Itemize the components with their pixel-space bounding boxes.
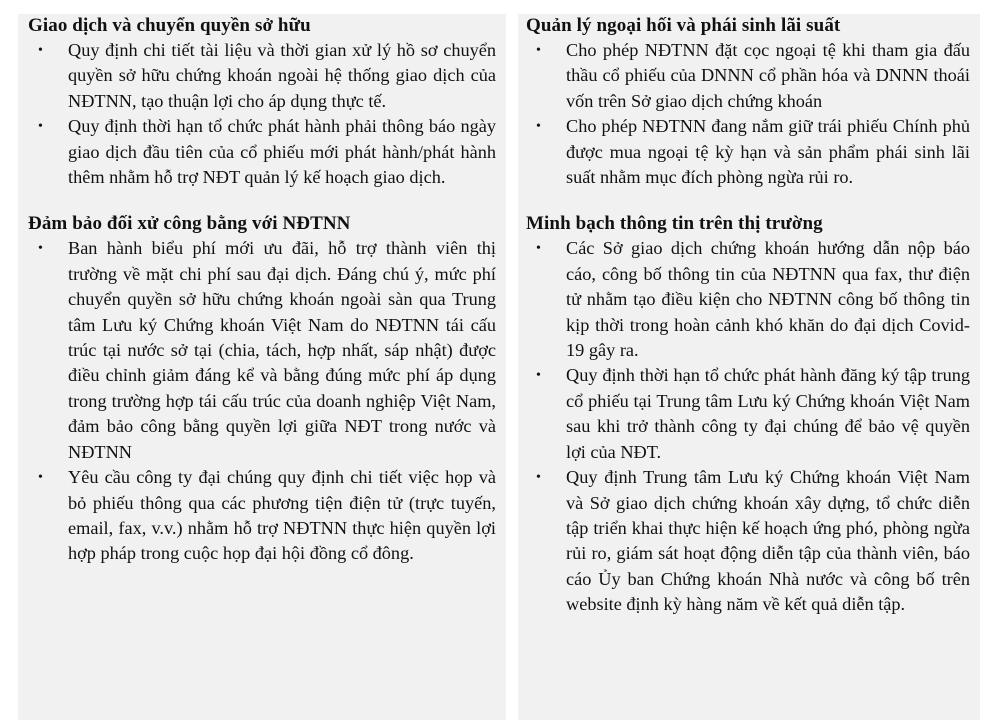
section-title: Giao dịch và chuyển quyền sở hữu [28,15,311,36]
bullet-list [526,236,970,617]
list-item-text: Cho phép NĐTNN đang nắm giữ trái phiếu Chính phủ được mua ngoại tệ kỳ hạn và sản phẩm phái sinh lãi suất nhằm mục đích phòng ngừa rủi ro. [566,116,970,188]
list-item-text: Các Sở giao dịch chứng khoán hướng dẫn nộp báo cáo, công bố thông tin của NĐTNN qua fax, thư điện tử nhằm tạo điều kiện cho NĐTNN công bố thông tin kịp thời trong hoàn cảnh khó khăn do đại dịch Covid-19 gây ra. [566,238,970,361]
bullet-icon: • [536,368,541,384]
list-item-text: Quy định thời hạn tổ chức phát hành đăng ký tập trung cổ phiếu tại Trung tâm Lưu ký Chứng khoán Việt Nam sau khi trở thành công ty đại chúng để bảo vệ quyền lợi của NĐT. [566,365,970,462]
bullet-list [526,38,970,190]
section-title: Minh bạch thông tin trên thị trường [526,213,823,235]
list-item-text: Yêu cầu công ty đại chúng quy định chi tiết việc họp và bỏ phiếu thông qua các phương tiện điện tử (trực tuyến, email, fax, v.v.) nhằm hỗ trợ NĐTNN thực hiện quyền lợi hợp pháp trong cuộc họp đại hội đồng cổ đông. [68,467,496,564]
section-forex-derivatives [526,14,970,190]
list-item [28,114,496,190]
bullet-icon: • [38,43,43,58]
left-column [18,14,506,720]
bullet-icon: • [38,241,43,257]
list-item-text: Quy định thời hạn tổ chức phát hành phải thông báo ngày giao dịch đầu tiên của cổ phiếu mới phát hành/phát hành thêm nhằm hỗ trợ NĐT quản lý kế hoạch giao dịch. [68,116,496,188]
bullet-icon: • [536,119,541,135]
section-fair-treatment [28,212,496,566]
list-item [526,38,970,114]
bullet-icon: • [38,119,43,135]
list-item [28,38,496,114]
section-title: Quản lý ngoại hối và phái sinh lãi suất [526,15,841,36]
list-item [526,236,970,363]
list-item [526,465,970,617]
section-title: Đảm bảo đối xử công bằng với NĐTNN [28,213,351,235]
bullet-icon: • [536,43,541,58]
bullet-icon: • [38,470,43,486]
bullet-list [28,236,496,566]
list-item-text: Ban hành biểu phí mới ưu đãi, hỗ trợ thành viên thị trường về mặt chi phí sau đại dịch. Đáng chú ý, mức phí chuyển quyền sở hữu chứng khoán ngoài sàn qua Trung tâm Lưu ký Chứng khoán Việt Nam do NĐTNN tái cấu trúc tại nước sở tại (chia, tách, hợp nhất, sáp nhật) được điều chỉnh giảm đáng kể và bằng đúng mức phí áp dụng trong trường hợp tái cấu trúc của doanh nghiệp Việt Nam, đảm bảo công bằng quyền lợi giữa NĐT trong nước và NĐTNN [68,238,496,462]
section-transparency [526,212,970,617]
list-item-text: Quy định chi tiết tài liệu và thời gian xử lý hồ sơ chuyển quyền sở hữu chứng khoán ngoài hệ thống giao dịch của NĐTNN, tạo thuận lợi cho áp dụng thực tế. [68,40,496,111]
section-transactions [28,14,496,190]
bullet-list [28,38,496,190]
list-item [28,236,496,465]
list-item-text: Quy định Trung tâm Lưu ký Chứng khoán Việt Nam và Sở giao dịch chứng khoán xây dựng, tổ chức diễn tập triển khai thực hiện kế hoạch ứng phó, phòng ngừa rủi ro, giám sát hoạt động diễn tập của thành viên, báo cáo Ủy ban Chứng khoán Nhà nước và công bố trên website định kỳ hàng năm về kết quả diễn tập. [566,467,970,615]
list-item [526,363,970,465]
list-item [526,114,970,190]
list-item-text: Cho phép NĐTNN đặt cọc ngoại tệ khi tham gia đấu thầu cổ phiếu của DNNN cổ phần hóa và DNNN thoái vốn trên Sở giao dịch chứng khoán [566,40,970,111]
list-item [28,465,496,567]
bullet-icon: • [536,470,541,486]
right-column [518,14,980,720]
bullet-icon: • [536,241,541,257]
